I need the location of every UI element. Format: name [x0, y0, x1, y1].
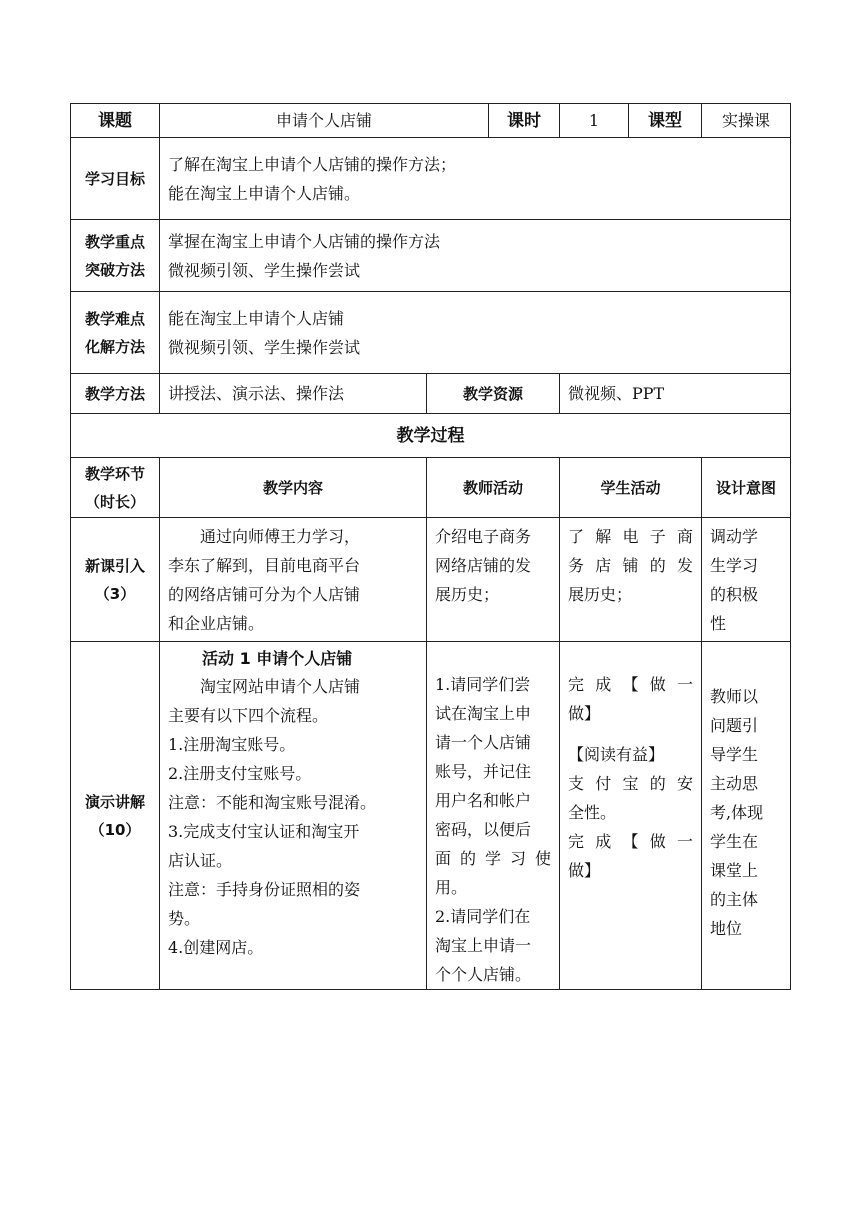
process-title: 教学过程	[71, 414, 791, 458]
type-label: 课型	[629, 104, 702, 138]
methods-value: 讲授法、演示法、操作法	[160, 374, 427, 414]
key-points-content	[160, 220, 791, 292]
intro-content-line: 李东了解到，目前电商平台	[168, 556, 361, 575]
header-row	[71, 104, 791, 138]
difficulties-line: 微视频引领、学生操作尝试	[168, 337, 361, 357]
demo-intent-line: 主动思	[710, 774, 759, 793]
hours-value: 1	[560, 104, 629, 138]
resources-label: 教学资源	[427, 374, 560, 414]
demo-teacher	[427, 642, 560, 990]
demo-content-line: 3.完成支付宝认证和淘宝开	[168, 822, 360, 841]
intro-student-line: 务店铺的发	[568, 556, 693, 575]
intro-content-line: 通过向师傅王力学习，	[200, 527, 361, 546]
intro-intent	[702, 518, 791, 642]
demo-student-line: 做】	[568, 861, 601, 880]
demo-teacher-line: 用。	[435, 878, 468, 897]
demo-student-line: 全性。	[568, 803, 617, 822]
demo-stage	[71, 642, 160, 990]
spacer	[568, 728, 693, 740]
demo-row	[71, 642, 791, 990]
intro-intent-line: 性	[710, 614, 727, 633]
methods-row	[71, 374, 791, 414]
key-points-line: 微视频引领、学生操作尝试	[168, 260, 361, 280]
difficulties-label-line: 化解方法	[84, 337, 145, 356]
process-title-row	[71, 414, 791, 458]
intent-header: 设计意图	[702, 458, 791, 518]
resources-value: 微视频、PPT	[560, 374, 791, 414]
topic-label: 课题	[71, 104, 160, 138]
methods-label: 教学方法	[71, 374, 160, 414]
demo-student-line: 做】	[568, 704, 601, 723]
demo-teacher-line: 个个人店铺。	[435, 965, 532, 984]
goals-content	[160, 138, 791, 220]
demo-intent-line: 地位	[710, 919, 743, 938]
demo-content-line: 店认证。	[168, 851, 233, 870]
demo-intent-line: 导学生	[710, 745, 759, 764]
intro-teacher-line: 网络店铺的发	[435, 556, 532, 575]
goals-line: 能在淘宝上申请个人店铺。	[168, 183, 361, 203]
demo-intent-line: 考,体现	[710, 803, 764, 822]
intro-content-line: 和企业店铺。	[168, 614, 265, 633]
demo-teacher-line: 1.请同学们尝	[435, 675, 531, 694]
difficulties-label	[71, 292, 160, 374]
demo-student-line: 完成【做一	[568, 675, 693, 694]
key-points-row	[71, 220, 791, 292]
intro-content	[160, 518, 427, 642]
demo-intent-line: 学生在	[710, 832, 759, 851]
activity-title: 活动 1 申请个人店铺	[202, 649, 353, 668]
demo-intent-line: 课堂上	[710, 861, 759, 880]
intro-intent-line: 调动学	[710, 527, 759, 546]
demo-student	[560, 642, 702, 990]
demo-content-line: 注意：不能和淘宝账号混淆。	[168, 793, 377, 812]
intro-row	[71, 518, 791, 642]
stage-header-line: （时长）	[84, 492, 145, 511]
demo-teacher-line: 请一个人店铺	[435, 733, 532, 752]
goals-row	[71, 138, 791, 220]
demo-intent-line: 的主体	[710, 890, 759, 909]
demo-content-line: 淘宝网站申请个人店铺	[200, 677, 361, 696]
intro-stage-line: （3）	[94, 584, 136, 603]
goals-line: 了解在淘宝上申请个人店铺的操作方法；	[168, 154, 457, 174]
intro-teacher-line: 介绍电子商务	[435, 527, 532, 546]
intro-student	[560, 518, 702, 642]
intro-stage-line: 新课引入	[84, 556, 145, 575]
demo-student-line: 完成【做一	[568, 832, 693, 851]
key-points-label-line: 突破方法	[84, 260, 145, 279]
student-header: 学生活动	[560, 458, 702, 518]
demo-teacher-line: 账号，并记住	[435, 762, 532, 781]
demo-stage-line: （10）	[89, 820, 141, 839]
demo-content-line: 1.注册淘宝账号。	[168, 735, 296, 754]
demo-teacher-line: 面的学习使	[435, 849, 551, 868]
intro-intent-line: 生学习	[710, 556, 759, 575]
process-header-row	[71, 458, 791, 518]
intro-teacher	[427, 518, 560, 642]
intro-teacher-line: 展历史；	[435, 585, 500, 604]
intro-content-line: 的网络店铺可分为个人店铺	[168, 585, 361, 604]
difficulties-content	[160, 292, 791, 374]
difficulties-line: 能在淘宝上申请个人店铺	[168, 308, 345, 328]
demo-student-line: 支付宝的安	[568, 774, 693, 793]
demo-content-line: 2.注册支付宝账号。	[168, 764, 312, 783]
demo-teacher-line: 试在淘宝上申	[435, 704, 532, 723]
demo-teacher-line: 密码，以便后	[435, 820, 532, 839]
demo-student-line: 【阅读有益】	[568, 745, 665, 764]
lesson-plan-sheet	[70, 103, 790, 990]
demo-content	[160, 642, 427, 990]
key-points-label-line: 教学重点	[84, 232, 145, 251]
demo-content-line: 主要有以下四个流程。	[168, 706, 329, 725]
key-points-line: 掌握在淘宝上申请个人店铺的操作方法	[168, 231, 441, 251]
demo-intent-line: 问题引	[710, 716, 759, 735]
difficulties-label-line: 教学难点	[84, 309, 145, 328]
demo-content-line: 注意：手持身份证照相的姿	[168, 880, 361, 899]
intro-student-line: 展历史；	[568, 585, 633, 604]
type-value: 实操课	[702, 104, 791, 138]
goals-label: 学习目标	[71, 138, 160, 220]
demo-intent	[702, 642, 791, 990]
stage-header	[71, 458, 160, 518]
demo-stage-line: 演示讲解	[84, 792, 145, 811]
intro-intent-line: 的积极	[710, 585, 759, 604]
difficulties-row	[71, 292, 791, 374]
intro-student-line: 了解电子商	[568, 527, 693, 546]
demo-content-line: 势。	[168, 909, 201, 928]
demo-teacher-line: 2.请同学们在	[435, 907, 531, 926]
key-points-label	[71, 220, 160, 292]
intro-stage	[71, 518, 160, 642]
demo-teacher-line: 用户名和帐户	[435, 791, 532, 810]
lesson-plan-table	[70, 103, 791, 990]
content-header: 教学内容	[160, 458, 427, 518]
hours-label: 课时	[489, 104, 560, 138]
demo-teacher-line: 淘宝上申请一	[435, 936, 532, 955]
demo-intent-line: 教师以	[710, 687, 759, 706]
topic-value: 申请个人店铺	[160, 104, 489, 138]
demo-content-line: 4.创建网店。	[168, 938, 264, 957]
stage-header-line: 教学环节	[84, 464, 145, 483]
teacher-header: 教师活动	[427, 458, 560, 518]
